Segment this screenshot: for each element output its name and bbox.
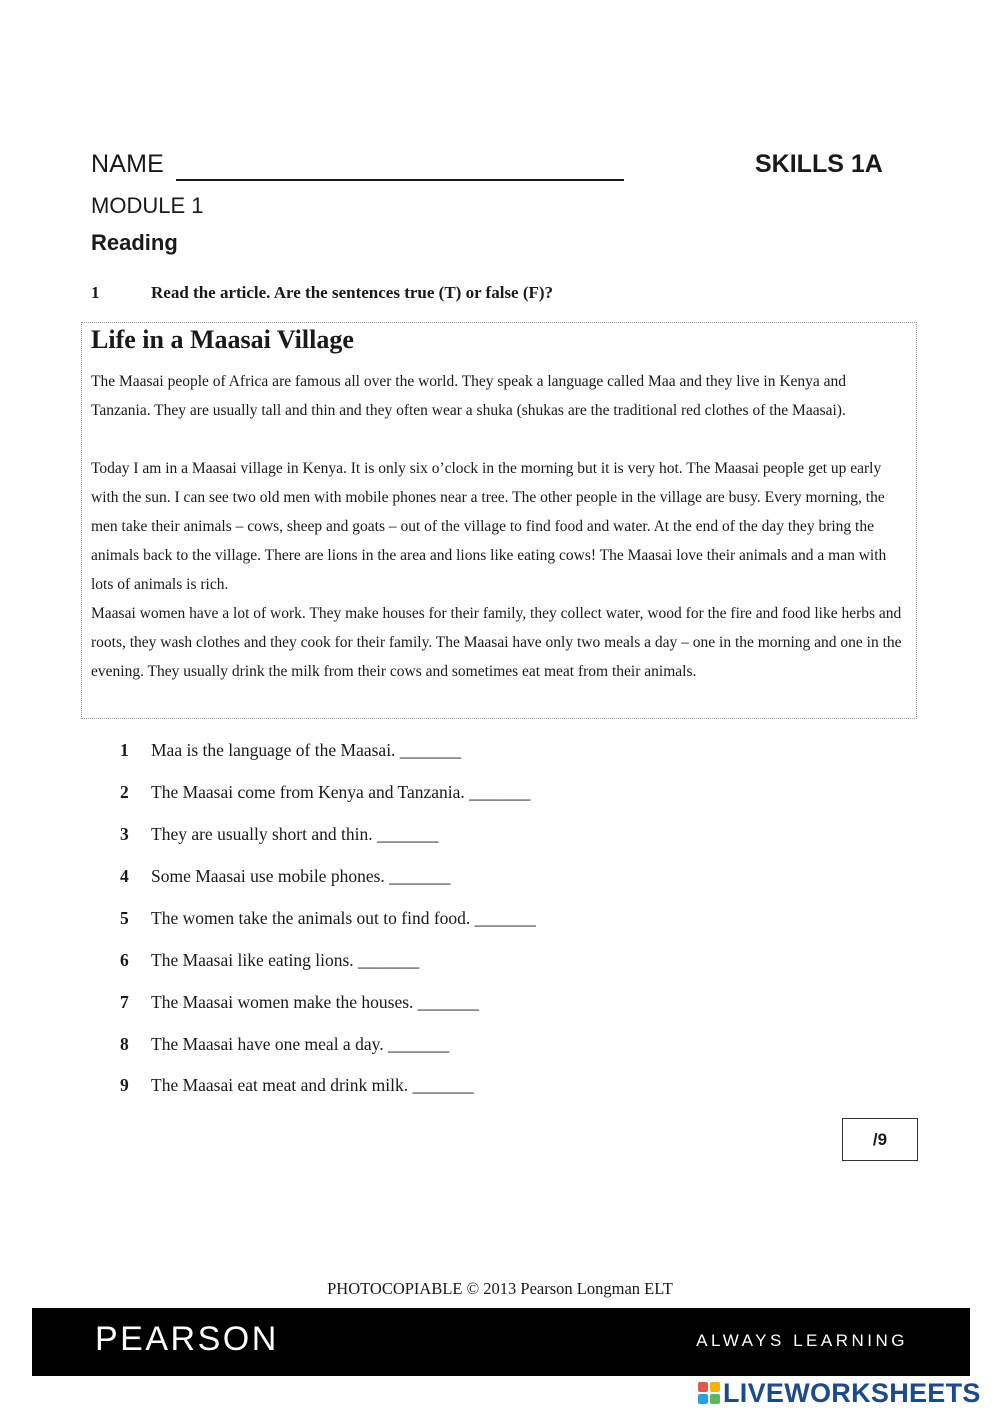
article-box <box>81 322 917 719</box>
question-text[interactable]: The Maasai women make the houses. _______ <box>151 992 480 1012</box>
section-heading: Reading <box>91 230 178 255</box>
question-number: 6 <box>120 950 129 970</box>
question-number: 9 <box>120 1075 129 1095</box>
question-number: 4 <box>120 866 129 886</box>
article-title: Life in a Maasai Village <box>91 325 354 354</box>
question-text[interactable]: The Maasai eat meat and drink milk. _______ <box>151 1075 474 1095</box>
question-number: 2 <box>120 782 129 802</box>
question-number: 1 <box>120 740 129 760</box>
question-number: 8 <box>120 1034 129 1054</box>
copyright-notice: PHOTOCOPIABLE © 2013 Pearson Longman ELT <box>327 1279 673 1298</box>
footer-bar <box>32 1308 970 1376</box>
skills-title: SKILLS 1A <box>755 150 883 178</box>
question-item <box>0 950 700 980</box>
question-item <box>0 866 700 896</box>
question-number: 3 <box>120 824 129 844</box>
question-item <box>0 1034 700 1064</box>
score-box: /9 <box>842 1118 918 1161</box>
question-number: 7 <box>120 992 129 1012</box>
liveworksheets-text: LIVEWORKSHEETS <box>723 1378 981 1408</box>
question-text[interactable]: The Maasai come from Kenya and Tanzania. _______ <box>151 782 531 802</box>
article-paragraph: Maasai women have a lot of work. They make houses for their family, they collect water, wood for the fire and food like herbs and roots, they wash clothes and they cook for their family. The Maasai have only two meals a day – one in the morning and one in the evening. They usually drink the milk from their cows and sometimes eat meat from their animals. <box>91 605 902 680</box>
article-paragraph: The Maasai people of Africa are famous all over the world. They speak a language called Maa and they live in Kenya and Tanzania. They are usually tall and thin and they often wear a shuka (shukas are the traditional red clothes of the Maasai). <box>91 373 847 419</box>
question-text[interactable]: Some Maasai use mobile phones. _______ <box>151 866 451 886</box>
question-text[interactable]: The Maasai have one meal a day. _______ <box>151 1034 450 1054</box>
question-text[interactable]: Maa is the language of the Maasai. _______ <box>151 740 462 760</box>
tagline: ALWAYS LEARNING <box>696 1331 908 1350</box>
question-item <box>0 782 700 812</box>
module-label: MODULE 1 <box>91 193 204 218</box>
liveworksheets-icon <box>697 1381 721 1405</box>
question-item <box>0 740 700 770</box>
article-paragraph: Today I am in a Maasai village in Kenya. It is only six o’clock in the morning but it is very hot. The Maasai people get up early with the sun. I can see two old men with mobile phones near a tree. The other people in the village are busy. Every morning, the men take their animals – cows, sheep and goats – out of the village to find food and water. At the end of the day they bring the animals back to the village. There are lions in the area and lions like eating cows! The Maasai love their animals and a man with lots of animals is rich. <box>91 460 887 593</box>
task-instruction: Read the article. Are the sentences true (T) or false (F)? <box>151 283 554 302</box>
question-item <box>0 824 700 854</box>
question-item <box>0 992 700 1022</box>
question-text[interactable]: They are usually short and thin. _______ <box>151 824 439 844</box>
pearson-logo: PEARSON <box>95 1320 279 1358</box>
question-text[interactable]: The Maasai like eating lions. _______ <box>151 950 420 970</box>
question-item <box>0 908 700 938</box>
question-number: 5 <box>120 908 129 928</box>
name-input-line[interactable] <box>176 179 624 181</box>
question-item <box>0 1075 700 1105</box>
name-label: NAME <box>91 150 165 178</box>
question-text[interactable]: The women take the animals out to find food. _______ <box>151 908 536 928</box>
task-number: 1 <box>91 283 100 302</box>
